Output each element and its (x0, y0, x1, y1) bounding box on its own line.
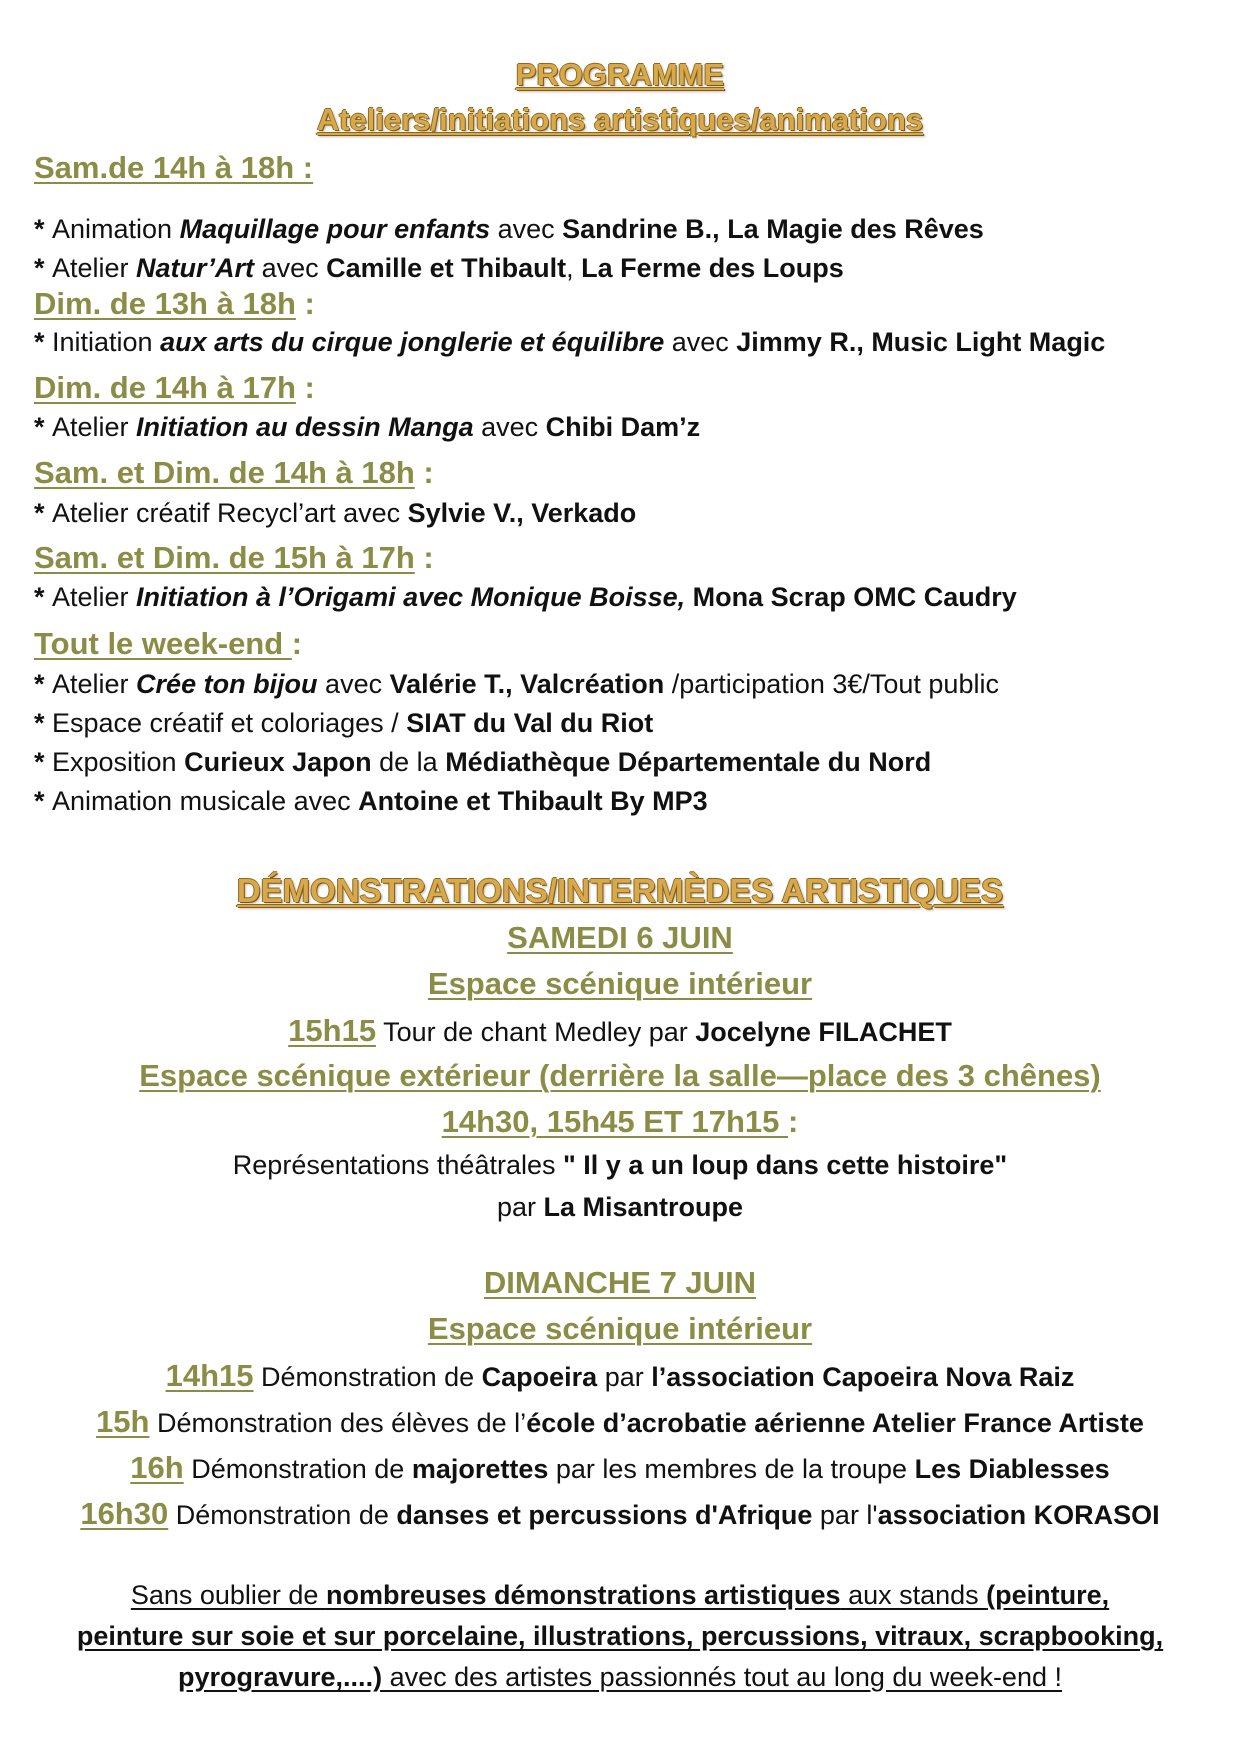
activity-line: * Animation Maquillage pour enfants avec Sandrine B., La Magie des Rêves (34, 214, 984, 244)
times-heading: 14h30, 15h45 ET 17h15 : (441, 1104, 799, 1139)
performance-line: 14h15 Démonstration de Capoeira par l’association Capoeira Nova Raiz (165, 1358, 1075, 1393)
day-heading-samedi: SAMEDI 6 JUIN (507, 920, 733, 955)
performance-line: 16h Démonstration de majorettes par les membres de la troupe Les Diablesses (130, 1450, 1110, 1485)
activity-line: * Atelier Crée ton bijou avec Valérie T., Valcréation /participation 3€/Tout public (34, 669, 999, 699)
footer-line: Sans oublier de nombreuses démonstrations artistiques aux stands (peinture, (130, 1580, 1110, 1610)
performance-line: 15h15 Tour de chant Medley par Jocelyne FILACHET (288, 1013, 952, 1048)
day-heading-dimanche: DIMANCHE 7 JUIN (483, 1265, 757, 1300)
activity-line: * Initiation aux arts du cirque jonglerie et équilibre avec Jimmy R., Music Light Magic (34, 327, 1106, 357)
schedule-heading-weekend: Tout le week-end : (34, 626, 303, 661)
activity-line: * Espace créatif et coloriages / SIAT du Val du Riot (34, 708, 654, 738)
schedule-heading-sam-dim-15-17: Sam. et Dim. de 15h à 17h : (34, 540, 434, 575)
schedule-heading-sam-dim-14-18: Sam. et Dim. de 14h à 18h : (34, 455, 434, 490)
demonstrations-title: DÉMONSTRATIONS/INTERMÈDES ARTISTIQUES (236, 872, 1004, 909)
performance-line: 15h Démonstration des élèves de l’école d’acrobatie aérienne Atelier France Artiste (96, 1404, 1144, 1439)
programme-title: PROGRAMME (515, 57, 725, 92)
schedule-heading-sat-14-18: Sam.de 14h à 18h : (34, 150, 314, 185)
theatre-company-line: par La Misantroupe (496, 1192, 744, 1222)
activity-line: * Atelier Natur’Art avec Camille et Thibault, La Ferme des Loups (34, 253, 844, 283)
activity-line: * Atelier créatif Recycl’art avec Sylvie V., Verkado (34, 498, 637, 528)
venue-heading-exterior: Espace scénique extérieur (derrière la salle—place des 3 chênes) (139, 1058, 1101, 1093)
venue-heading-interior: Espace scénique intérieur (427, 1311, 813, 1346)
venue-heading-interior: Espace scénique intérieur (427, 966, 813, 1001)
schedule-heading-dim-14-17: Dim. de 14h à 17h : (34, 370, 315, 405)
footer-line: peinture sur soie et sur porcelaine, illustrations, percussions, vitraux, scrapbooking, (76, 1621, 1164, 1651)
theatre-line: Représentations théâtrales " Il y a un loup dans cette histoire" (232, 1150, 1008, 1180)
programme-subtitle: Ateliers/initiations artistiques/animations (316, 102, 924, 137)
footer-line: pyrogravure,....) avec des artistes passionnés tout au long du week-end ! (178, 1662, 1062, 1692)
activity-line: * Atelier Initiation au dessin Manga avec Chibi Dam’z (34, 412, 701, 442)
schedule-heading-dim-13-18: Dim. de 13h à 18h : (34, 286, 315, 321)
activity-line: * Atelier Initiation à l’Origami avec Monique Boisse, Mona Scrap OMC Caudry (34, 582, 1017, 612)
performance-line: 16h30 Démonstration de danses et percussions d'Afrique par l'association KORASOI (80, 1496, 1160, 1531)
activity-line: * Exposition Curieux Japon de la Médiathèque Départementale du Nord (34, 747, 932, 777)
activity-line: * Animation musicale avec Antoine et Thibault By MP3 (34, 786, 708, 816)
